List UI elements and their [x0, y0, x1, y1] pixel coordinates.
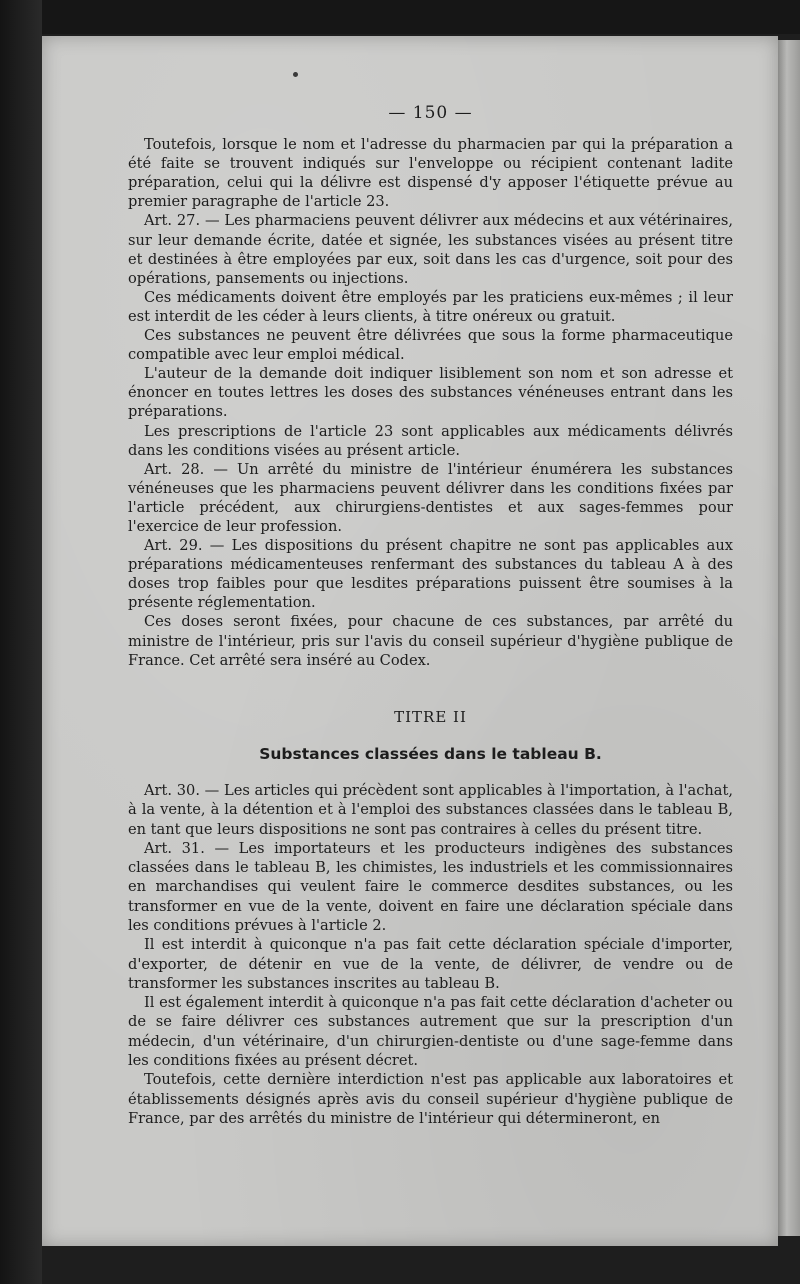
paragraph-art-31: Art. 31. — Les importateurs et les producteurs indigènes des substances classées dans le tableau B, les chimistes, les industriels et les commissionnaires en marchandises qui veulent faire le commerce desdites substances, ou les transformer en vue de la vente, doivent en faire une déclaration spéciale dans les conditions prévues à l'article 2.: [128, 839, 733, 934]
section-subtitle: Substances classées dans le tableau B.: [259, 744, 602, 763]
page-content: [128, 104, 733, 1128]
paragraph-art-30: Art. 30. — Les articles qui précèdent sont applicables à l'importation, à l'achat, à la vente, à la détention et à l'emploi des substances classées dans le tableau B, en tant que leurs dispositions ne sont pas contraires à celles du présent titre.: [128, 781, 733, 838]
paragraph: Toutefois, lorsque le nom et l'adresse du pharmacien par qui la préparation a été faite se trouvent indiqués sur l'enveloppe ou récipient contenant ladite préparation, celui qui la délivre est dispensé d'y apposer l'étiquette prévue au premier paragraphe de l'article 23.: [128, 136, 733, 211]
paragraph: Il est également interdit à quiconque n'a pas fait cette déclaration d'acheter ou de se faire délivrer ces substances autrement que sur la prescription d'un médecin, d'un vétérinaire, d'un chirurgien-dentiste ou d'une sage-femme dans les conditions fixées au présent décret.: [128, 994, 733, 1070]
paragraph: L'auteur de la demande doit indiquer lisiblement son nom et son adresse et énoncer en toutes lettres les doses des substances vénéneuses entrant dans les préparations.: [128, 365, 733, 421]
ink-speck: [293, 72, 298, 77]
page-edge-strip: [778, 40, 800, 1236]
paragraph: Ces médicaments doivent être employés par les praticiens eux-mêmes ; il leur est interdit de les céder à leurs clients, à titre onéreux ou gratuit.: [128, 288, 733, 325]
page-number: — 150 —: [388, 103, 473, 123]
paragraph-art-29: Art. 29. — Les dispositions du présent chapitre ne sont pas applicables aux préparations médicamenteuses renfermant des substances du tableau A à des doses trop faibles pour que lesdites préparations puissent être soumises à la présente réglementation.: [128, 537, 733, 612]
paragraph: Les prescriptions de l'article 23 sont applicables aux médicaments délivrés dans les conditions visées au présent article.: [128, 422, 733, 459]
paragraph: Ces substances ne peuvent être délivrées que sous la forme pharmaceutique compatible avec leur emploi médical.: [128, 327, 733, 364]
scan-left-border: [0, 0, 42, 1284]
section-before: [128, 135, 733, 670]
paragraph-art-28: Art. 28. — Un arrêté du ministre de l'intérieur énumérera les substances vénéneuses que les pharmaciens peuvent délivrer dans les conditions fixées par l'article précédent, aux chirurgiens-dentistes et aux sages-femmes pour l'exercice de leur profession.: [128, 460, 733, 535]
paragraph: Ces doses seront fixées, pour chacune de ces substances, par arrêté du ministre de l'intérieur, pris sur l'avis du conseil supérieur d'hygiène publique de France. Cet arrêté sera inséré au Codex.: [128, 613, 733, 669]
paragraph-art-27: Art. 27. — Les pharmaciens peuvent délivrer aux médecins et aux vétérinaires, sur leur demande écrite, datée et signée, les substances visées au présent titre et destinées à être employées par eux, soit dans les cas d'urgence, soit pour des opérations, pansements ou injections.: [128, 212, 733, 287]
section-after: [128, 781, 733, 1128]
paragraph: Il est interdit à quiconque n'a pas fait cette déclaration spéciale d'importer, d'exporter, de détenir en vue de la vente, de délivrer, de vendre ou de transformer les substances inscrites au tableau B.: [128, 936, 733, 992]
section-title: TITRE II: [394, 707, 467, 726]
paragraph: Toutefois, cette dernière interdiction n'est pas applicable aux laboratoires et établissements désignés après avis du conseil supérieur d'hygiène publique de France, par des arrêtés du ministre de l'intérieur qui détermineront, en: [128, 1071, 733, 1127]
scan-top-border: [0, 0, 800, 34]
